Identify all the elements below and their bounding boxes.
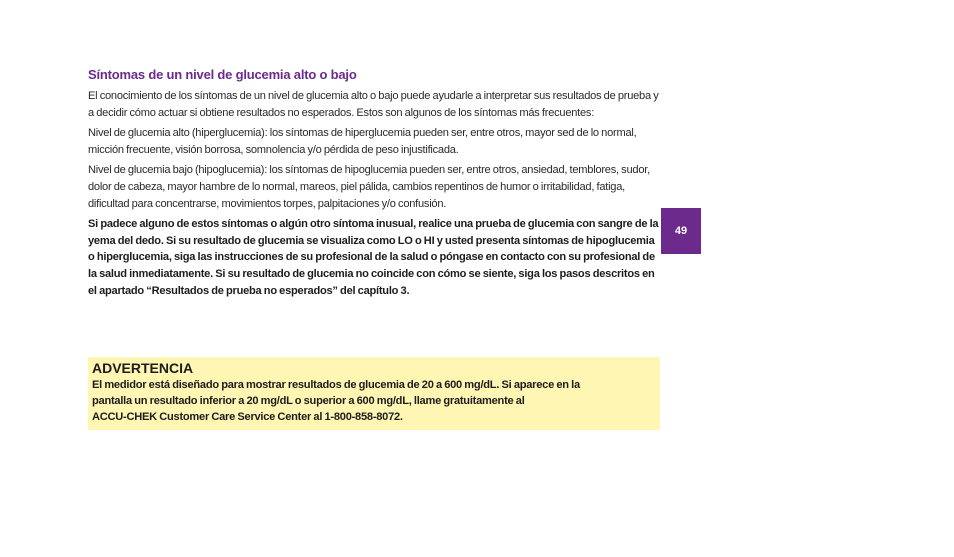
hypoglycemia-paragraph: Nivel de glucemia bajo (hipoglucemia): los síntomas de hipoglucemia pueden ser, entre otros, ansiedad, temblores, sudor, dolor de cabeza, mayor hambre de lo normal, mareos, piel pálida, cambios repentinos de humor o irritabilidad, fatiga, dificultad para concentrarse, movimientos torpes, palpitaciones y/o confusión. — [88, 164, 650, 210]
action-paragraph: Si padece alguno de estos síntomas o algún otro síntoma inusual, realice una prueba de glucemia con sangre de la yema del dedo. Si su resultado de glucemia se visualiza como LO o HI y usted presenta síntomas de hipoglucemia o hiperglucemia, siga las instrucciones de su profesional de la salud o póngase en contacto con su profesional de la salud inmediatamente. Si su resultado de glucemia no coincide con cómo se siente, siga los pasos descritos en el apartado “Resultados de prueba no esperados” del capítulo 3. — [88, 218, 659, 297]
intro-paragraph: El conocimiento de los síntomas de un nivel de glucemia alto o bajo puede ayudarle a interpretar sus resultados de prueba y a decidir cómo actuar si obtiene resultados no esperados. Estos son algunos de los síntomas más frecuentes: — [88, 90, 659, 119]
warning-title: ADVERTENCIA — [92, 360, 194, 376]
warning-box — [88, 357, 660, 430]
warning-line: El medidor está diseñado para mostrar resultados de glucemia de 20 a 600 mg/dL. Si aparece en la — [92, 379, 580, 391]
warning-line: ACCU-CHEK Customer Care Service Center al 1-800-858-8072. — [92, 411, 403, 423]
page-number-tab — [661, 208, 701, 254]
warning-line: pantalla un resultado inferior a 20 mg/dL o superior a 600 mg/dL, llame gratuitamente al — [92, 395, 525, 407]
section-title: Síntomas de un nivel de glucemia alto o bajo — [88, 67, 357, 82]
page-number: 49 — [674, 225, 688, 237]
hyperglycemia-paragraph: Nivel de glucemia alto (hiperglucemia): los síntomas de hiperglucemia pueden ser, entre otros, mayor sed de lo normal, micción frecuente, visión borrosa, somnolencia y/o pérdida de peso injustificada. — [88, 127, 637, 156]
main-content — [88, 66, 660, 303]
